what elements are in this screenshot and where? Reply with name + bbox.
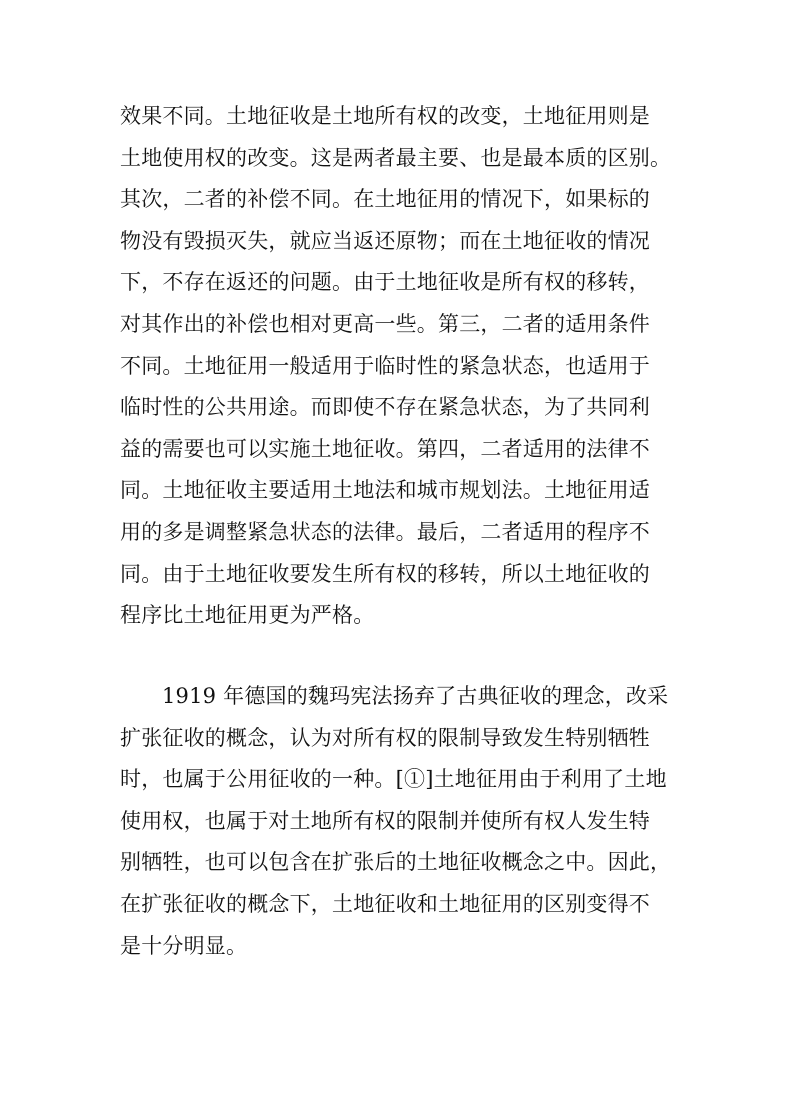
text-line: 下，不存在返还的问题。由于土地征收是所有权的移转， [120, 270, 650, 295]
text-line: 土地使用权的改变。这是两者最主要、也是最本质的区别。 [120, 145, 672, 170]
text-line: 不同。土地征用一般适用于临时性的紧急状态，也适用于 [120, 353, 650, 378]
text-line: 扩张征收的概念，认为对所有权的限制导致发生特别牺牲 [120, 725, 650, 750]
text-line: 时，也属于公用征收的一种。[①]土地征用由于利用了土地 [120, 767, 667, 792]
text-line: 在扩张征收的概念下，土地征收和土地征用的区别变得不 [120, 891, 650, 916]
text-line-indented: 1919 年德国的魏玛宪法扬弃了古典征收的理念，改采 [162, 684, 669, 708]
text-line: 临时性的公共用途。而即使不存在紧急状态，为了共同利 [120, 395, 650, 420]
text-line: 是十分明显。 [120, 933, 248, 958]
paragraph-1 [120, 96, 680, 637]
text-line: 物没有毁损灭失，就应当返还原物；而在土地征收的情况 [120, 228, 650, 253]
text-line: 对其作出的补偿也相对更高一些。第三，二者的适用条件 [120, 311, 650, 336]
text-line: 用的多是调整紧急状态的法律。最后，二者适用的程序不 [120, 519, 650, 544]
text-line: 同。土地征收主要适用土地法和城市规划法。土地征用适 [120, 478, 650, 503]
text-line: 程序比土地征用更为严格。 [120, 603, 375, 628]
text-line: 效果不同。土地征收是土地所有权的改变，土地征用则是 [120, 104, 650, 128]
text-line: 益的需要也可以实施土地征收。第四，二者适用的法律不 [120, 436, 650, 461]
text-line: 使用权，也属于对土地所有权的限制并使所有权人发生特 [120, 808, 650, 833]
text-line: 其次，二者的补偿不同。在土地征用的情况下，如果标的 [120, 187, 650, 212]
paragraph-2 [120, 676, 680, 967]
text-line: 同。由于土地征收要发生所有权的移转，所以土地征收的 [120, 561, 650, 586]
text-line: 别牺牲，也可以包含在扩张后的土地征收概念之中。因此， [120, 850, 672, 875]
